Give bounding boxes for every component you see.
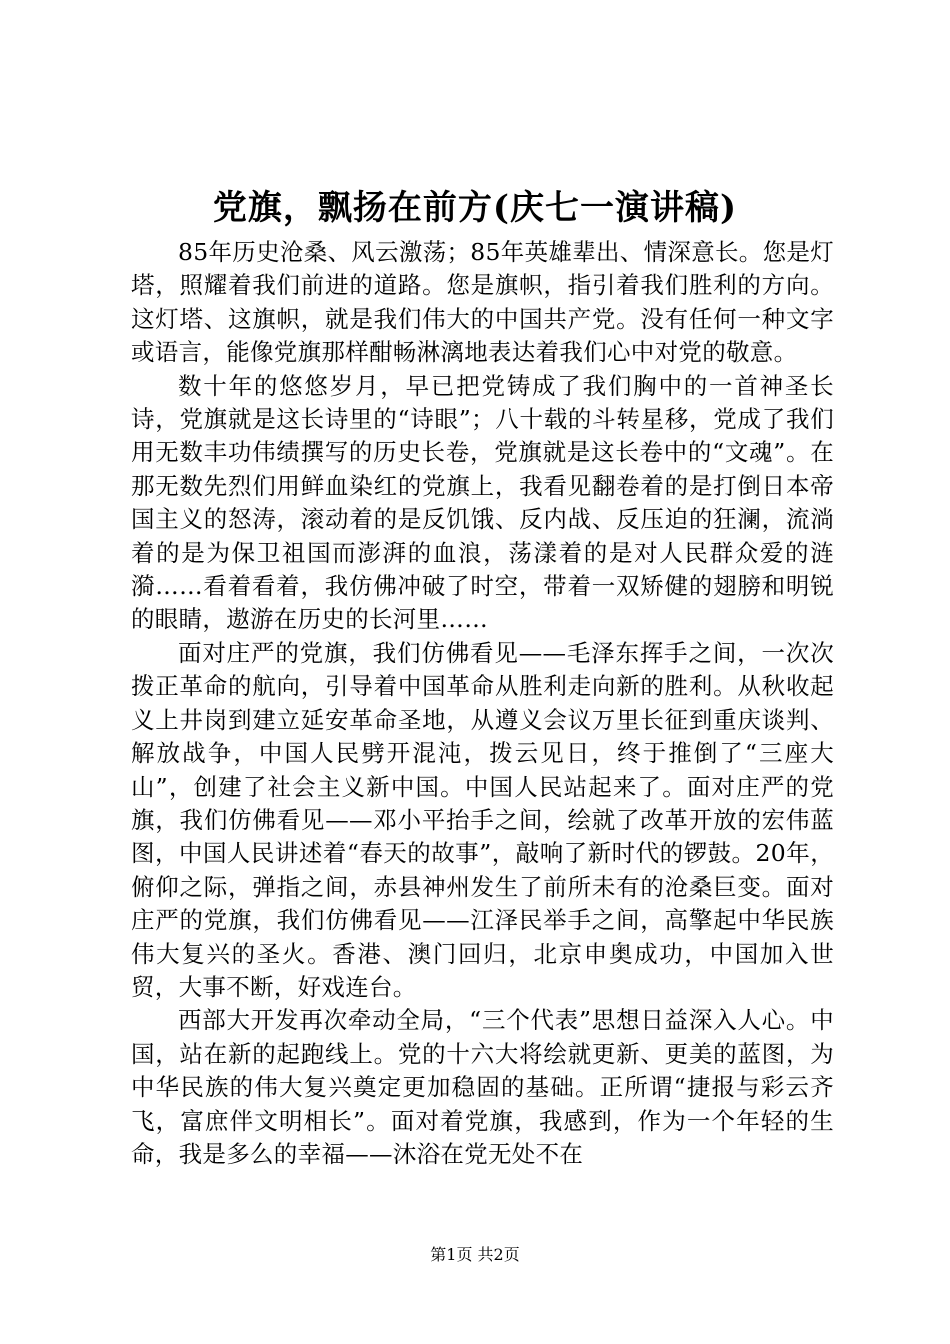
paragraph: 85年历史沧桑、风云激荡；85年英雄辈出、情深意长。您是灯塔，照耀着我们前进的道路。您是旗帜，指引着我们胜利的方向。这灯塔、这旗帜，就是我们伟大的中国共产党。没有任何一种文字或语言，能像党旗那样酣畅淋漓地表达着我们心中对党的敬意。 — [131, 238, 835, 367]
page-number-footer: 第1页 共2页 — [430, 1245, 520, 1264]
paragraph: 数十年的悠悠岁月，早已把党铸成了我们胸中的一首神圣长诗，党旗就是这长诗里的“诗眼”；八十载的斗转星移，党成了我们用无数丰功伟绩撰写的历史长卷，党旗就是这长卷中的“文魂”。在那无数先烈们用鲜血染红的党旗上，我看见翻卷着的是打倒日本帝国主义的怒涛，滚动着的是反饥饿、反内战、反压迫的狂澜，流淌着的是为保卫祖国而澎湃的血浪，荡漾着的是对人民群众爱的涟漪……看着看着，我仿佛冲破了时空，带着一双矫健的翅膀和明锐的眼睛，遨游在历史的长河里…… — [131, 371, 834, 634]
paragraph: 西部大开发再次牵动全局，“三个代表”思想日益深入人心。中国，站在新的起跑线上。党的十六大将绘就更新、更美的蓝图，为中华民族的伟大复兴奠定更加稳固的基础。正所谓“捷报与彩云齐飞，富庶伴文明相长”。面对着党旗，我感到，作为一个年轻的生命，我是多么的幸福——沐浴在党无处不在 — [131, 1006, 834, 1168]
document-body — [131, 236, 834, 1171]
paragraph: 面对庄严的党旗，我们仿佛看见——毛泽东挥手之间，一次次拨正革命的航向，引导着中国革命从胜利走向新的胜利。从秋收起义上井岗到建立延安革命圣地，从遵义会议万里长征到重庆谈判、解放战争，中国人民劈开混沌，拨云见日，终于推倒了“三座大山”，创建了社会主义新中国。中国人民站起来了。面对庄严的党旗，我们仿佛看见——邓小平抬手之间，绘就了改革开放的宏伟蓝图，中国人民讲述着“春天的故事”，敲响了新时代的锣鼓。20年，俯仰之际，弹指之间，赤县神州发生了前所未有的沧桑巨变。面对庄严的党旗，我们仿佛看见——江泽民举手之间，高擎起中华民族伟大复兴的圣火。香港、澳门回归，北京申奥成功，中国加入世贸，大事不断，好戏连台。 — [131, 638, 834, 1001]
document-title: 党旗，飘扬在前方(庆七一演讲稿) — [212, 188, 738, 228]
